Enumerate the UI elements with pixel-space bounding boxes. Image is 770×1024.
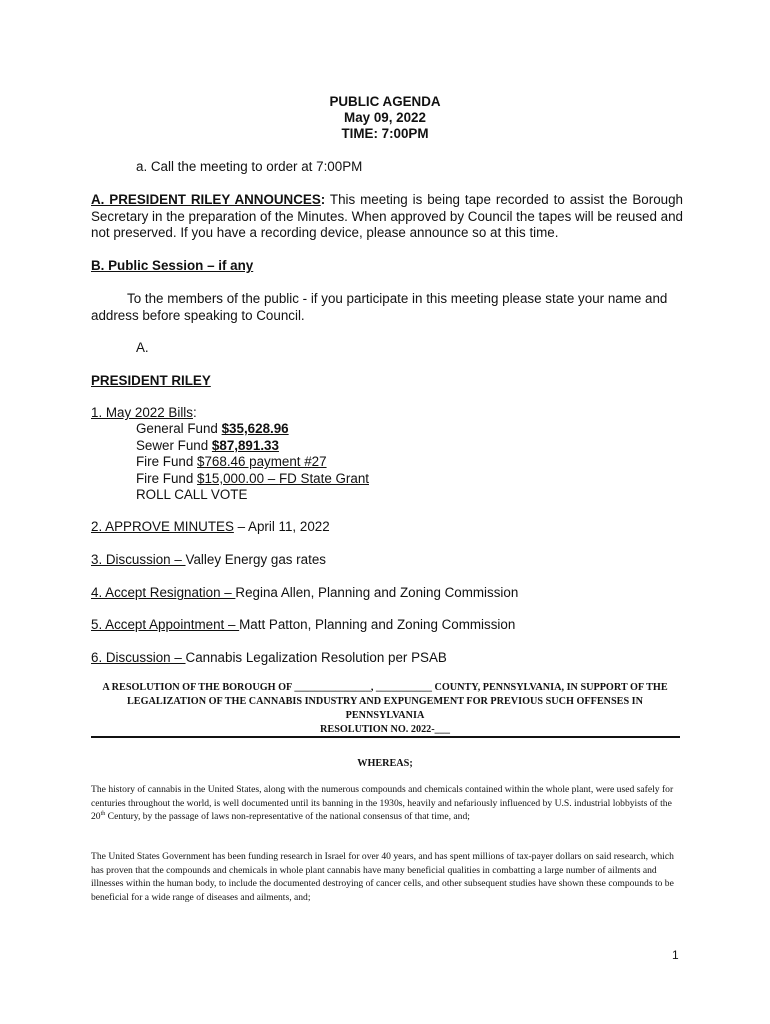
- call-to-order: a. Call the meeting to order at 7:00PM: [136, 159, 363, 174]
- agenda-item-text: Regina Allen, Planning and Zoning Commission: [235, 585, 519, 600]
- fire-fund-value: $768.46 payment #27: [197, 454, 327, 469]
- agenda-item-label: 5. Accept Appointment –: [91, 617, 240, 632]
- agenda-item-label: 4. Accept Resignation –: [91, 585, 236, 600]
- resolution-rule: [91, 736, 680, 738]
- paragraph-1-text: The history of cannabis in the United States, along with the numerous compounds and chemicals contained within the whole plant, were used safely for centuries throughout the world, is well documented until its banning in the 1930s, heavily and nefariously influenced by U.S. industrial lobbyists of the 20: [91, 784, 674, 823]
- sewer-fund-value: $87,891.33: [211, 438, 279, 453]
- section-b-sub-a: A.: [136, 340, 149, 355]
- agenda-item-label: 6. Discussion –: [91, 650, 186, 665]
- fire-fund-label: Fire Fund: [136, 454, 198, 469]
- agenda-item-text: – April 11, 2022: [233, 519, 330, 534]
- sewer-fund-line: [136, 438, 279, 455]
- agenda-item-text: Matt Patton, Planning and Zoning Commission: [239, 617, 516, 632]
- fire-fund-grant-value: $15,000.00 –: [197, 471, 279, 486]
- section-a-heading: A. PRESIDENT RILEY ANNOUNCES: [91, 192, 321, 207]
- section-a: [91, 192, 683, 242]
- general-fund-value: $35,628.96: [221, 421, 289, 436]
- paragraph-1-text-end: Century, by the passage of laws non-representative of the national consensus of that time, and;: [105, 811, 470, 823]
- bills-heading: 1. May 2022 Bills: [91, 405, 193, 420]
- fire-fund-grant-suffix: FD State Grant: [278, 471, 369, 486]
- general-fund-line: [136, 421, 289, 438]
- agenda-item-label: 2. APPROVE MINUTES: [91, 519, 234, 534]
- resolution-heading: A RESOLUTION OF THE BOROUGH OF _______________, ___________ COUNTY, PENNSYLVANIA, IN SUPPORT OF THE LEGALIZATION OF THE CANNABIS INDUSTRY AND EXPUNGEMENT FOR PREVIOUS SUCH OFFENSES IN PENNSYLVANIA: [102, 682, 668, 721]
- section-a-text: This meeting is being tape recorded to assist the Borough Secretary in the preparation of the Minutes. When approved by Council the tapes will be reused and not preserved. If you have a recording device, please announce so at this time.: [91, 192, 683, 240]
- agenda-item-text: Valley Energy gas rates: [185, 552, 326, 567]
- page-number: 1: [672, 948, 679, 962]
- fire-fund-grant-line: [136, 471, 369, 488]
- resolution-paragraph-1: [91, 783, 679, 824]
- section-a-colon: :: [320, 192, 326, 207]
- agenda-item-label: 3. Discussion –: [91, 552, 186, 567]
- section-b-heading: B. Public Session – if any: [91, 258, 254, 273]
- meeting-time: TIME: 7:00PM: [341, 126, 429, 141]
- agenda-item-3: [91, 552, 326, 569]
- meeting-date: May 09, 2022: [344, 110, 426, 125]
- agenda-item-2: [91, 519, 330, 536]
- agenda-item-5: [91, 617, 515, 634]
- resolution-whereas: WHEREAS;: [357, 758, 413, 769]
- general-fund-label: General Fund: [136, 421, 222, 436]
- resolution-number: RESOLUTION NO. 2022-___: [320, 724, 450, 735]
- agenda-item-text: Cannabis Legalization Resolution per PSAB: [185, 650, 447, 665]
- fire-fund-line: [136, 454, 327, 471]
- fire-fund-grant-label: Fire Fund: [136, 471, 198, 486]
- agenda-item-6: [91, 650, 447, 667]
- bills-heading-line: [91, 405, 197, 422]
- page-title: PUBLIC AGENDA: [329, 94, 441, 109]
- president-heading: PRESIDENT RILEY: [91, 373, 211, 388]
- paragraph-1-superscript: th: [100, 811, 106, 817]
- resolution-paragraph-2: The United States Government has been funding research in Israel for over 40 years, and has spent millions of tax-payer dollars on said research, which has proven that the compounds and chemicals in whole plant cannabis have many beneficial qualities in combatting a large number of ailments and illnesses within the human body, to include the documented destroying of cancer cells, and other subsequent studies have shown these compounds to be beneficial for a wide range of diseases and ailments, and;: [91, 851, 674, 903]
- section-b-text: To the members of the public - if you participate in this meeting please state your name and address before speaking to Council.: [91, 291, 668, 323]
- agenda-item-4: [91, 585, 518, 602]
- roll-call-vote: ROLL CALL VOTE: [136, 487, 248, 502]
- bills-colon: :: [192, 405, 197, 420]
- sewer-fund-label: Sewer Fund: [136, 438, 212, 453]
